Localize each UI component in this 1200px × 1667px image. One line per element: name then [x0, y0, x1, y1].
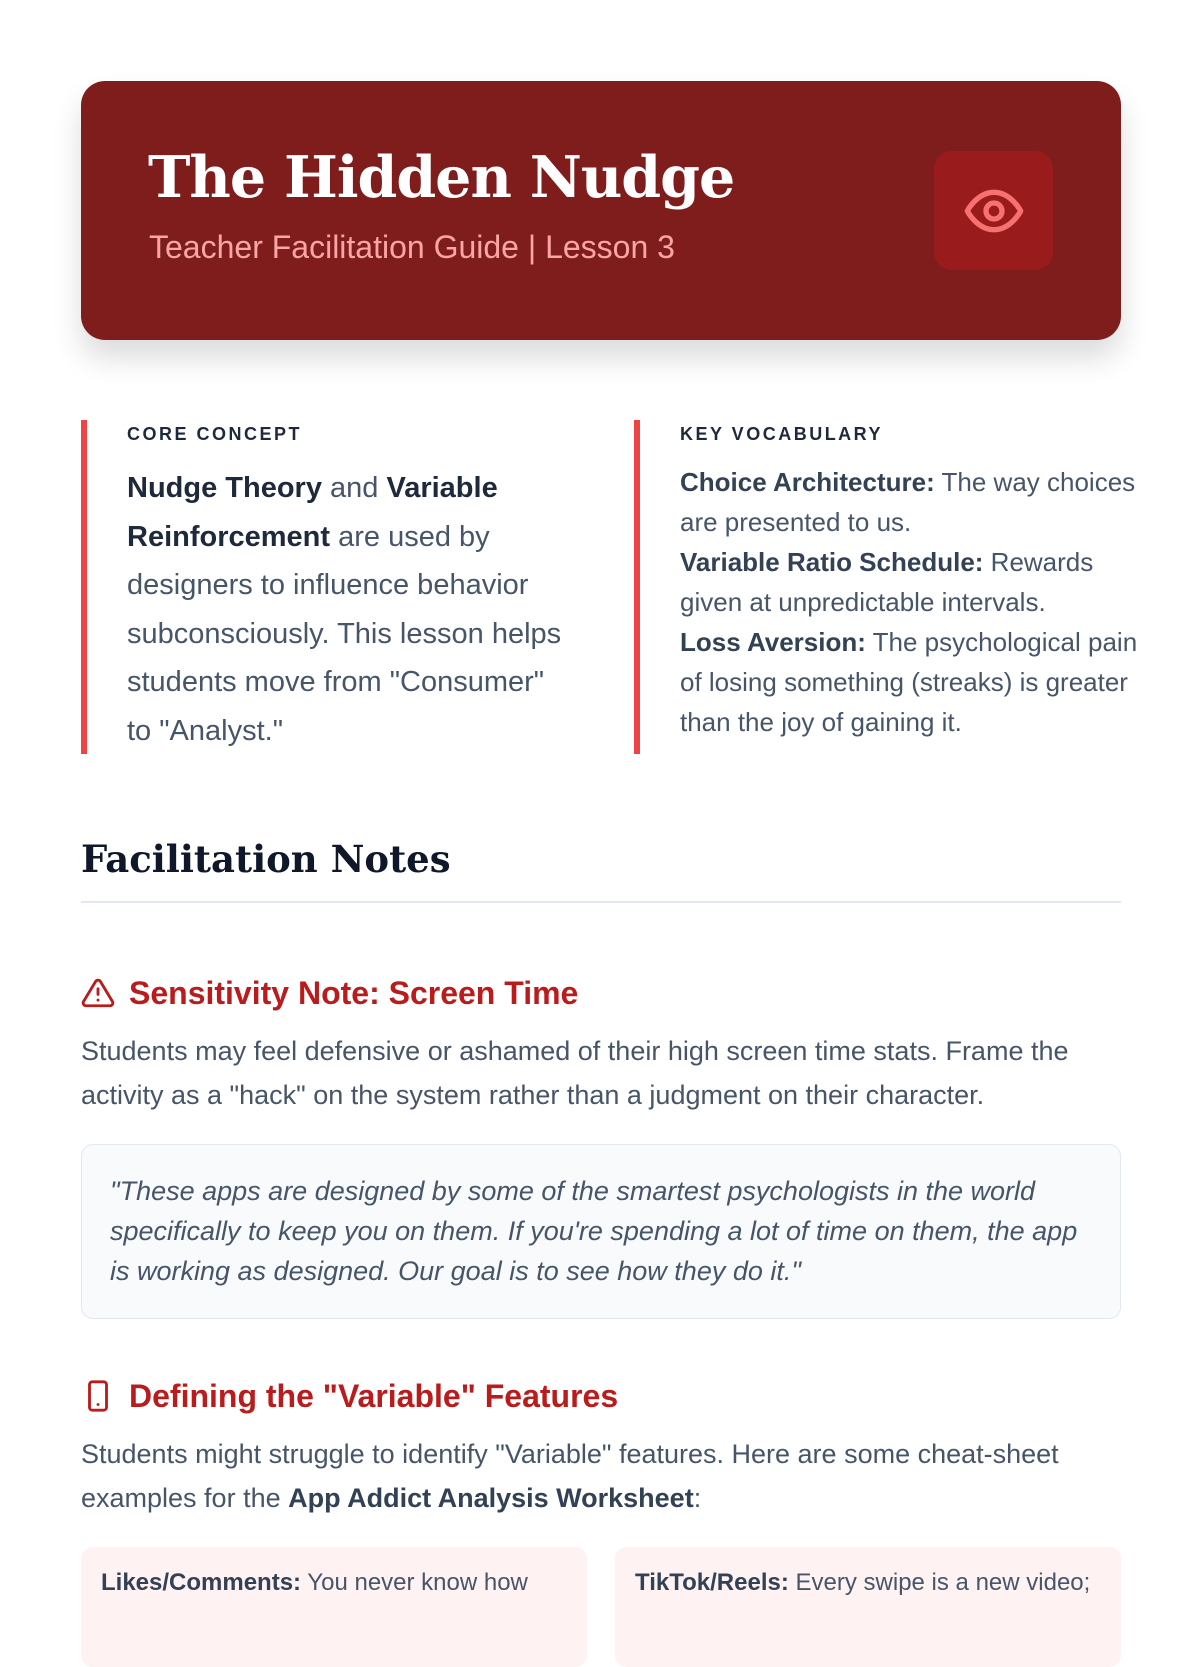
sensitivity-note-body: Students may feel defensive or ashamed of their high screen time stats. Frame the activity as a "hack" on the system rather than a judgment on their character.: [81, 1036, 1069, 1110]
example-text: Every swipe is a new video;: [788, 1569, 1091, 1596]
vocab-item-loss-aversion: [680, 622, 1140, 742]
facilitation-notes-title: Facilitation Notes: [81, 837, 451, 881]
core-concept-label: CORE CONCEPT: [127, 424, 303, 444]
vocab-term: Choice Architecture:: [680, 467, 935, 497]
header-icon-box: [934, 151, 1053, 270]
vocab-item-choice-architecture: [680, 462, 1140, 542]
example-card-tiktok: [615, 1547, 1121, 1667]
core-concept-body: are used by designers to influence behavior subconsciously. This lesson helps students move from "Consumer" to "Analyst.": [127, 520, 562, 747]
core-concept-panel: [81, 420, 561, 754]
eye-icon: [962, 179, 1026, 243]
phone-icon: [81, 1379, 115, 1413]
core-term-nudge: Nudge Theory: [127, 472, 322, 504]
sample-script-quote: "These apps are designed by some of the smartest psychologists in the world specifically to keep you on them. If you're spending a lot of time on them, the app is working as designed. Our goal is to see how they do it.": [81, 1144, 1121, 1319]
vocab-list: [680, 462, 1140, 742]
vocab-term: Variable Ratio Schedule:: [680, 547, 984, 577]
vocab-item-variable-ratio: [680, 542, 1140, 622]
vocab-definition: Rewards given at unpredictable intervals.: [680, 547, 1094, 617]
key-vocabulary-label: KEY VOCABULARY: [680, 424, 884, 444]
header-banner: [81, 81, 1121, 340]
variable-features-body-lead: Students might struggle to identify "Variable" features. Here are some cheat-sheet examples for the: [81, 1439, 1059, 1513]
core-concept-text: [127, 464, 567, 755]
sensitivity-heading-text: Sensitivity Note: Screen Time: [129, 975, 579, 1011]
page-subtitle: Teacher Facilitation Guide | Lesson 3: [149, 229, 675, 265]
variable-features-heading-text: Defining the "Variable" Features: [129, 1378, 619, 1414]
section-divider: [81, 901, 1121, 903]
variable-features-body-tail: :: [693, 1482, 702, 1513]
key-vocabulary-panel: [634, 420, 1138, 754]
variable-features-body: [81, 1433, 1121, 1520]
core-term-variable: Variable Reinforcement: [127, 472, 498, 553]
variable-features-heading: [81, 1379, 618, 1413]
vocab-definition: The psychological pain of losing something (streaks) is greater than the joy of gaining it.: [680, 627, 1138, 737]
page-title: The Hidden Nudge: [148, 144, 735, 211]
core-joiner: and: [321, 472, 387, 504]
vocab-term: Loss Aversion:: [680, 627, 866, 657]
example-text: You never know how: [301, 1569, 528, 1596]
vocab-definition: The way choices are presented to us.: [680, 467, 1136, 537]
worksheet-name: App Addict Analysis Worksheet: [288, 1482, 694, 1513]
example-term: TikTok/Reels:: [635, 1569, 789, 1596]
sensitivity-note-heading: [81, 976, 578, 1010]
warning-triangle-icon: [81, 976, 115, 1010]
example-term: Likes/Comments:: [101, 1569, 302, 1596]
example-card-likes: [81, 1547, 587, 1667]
